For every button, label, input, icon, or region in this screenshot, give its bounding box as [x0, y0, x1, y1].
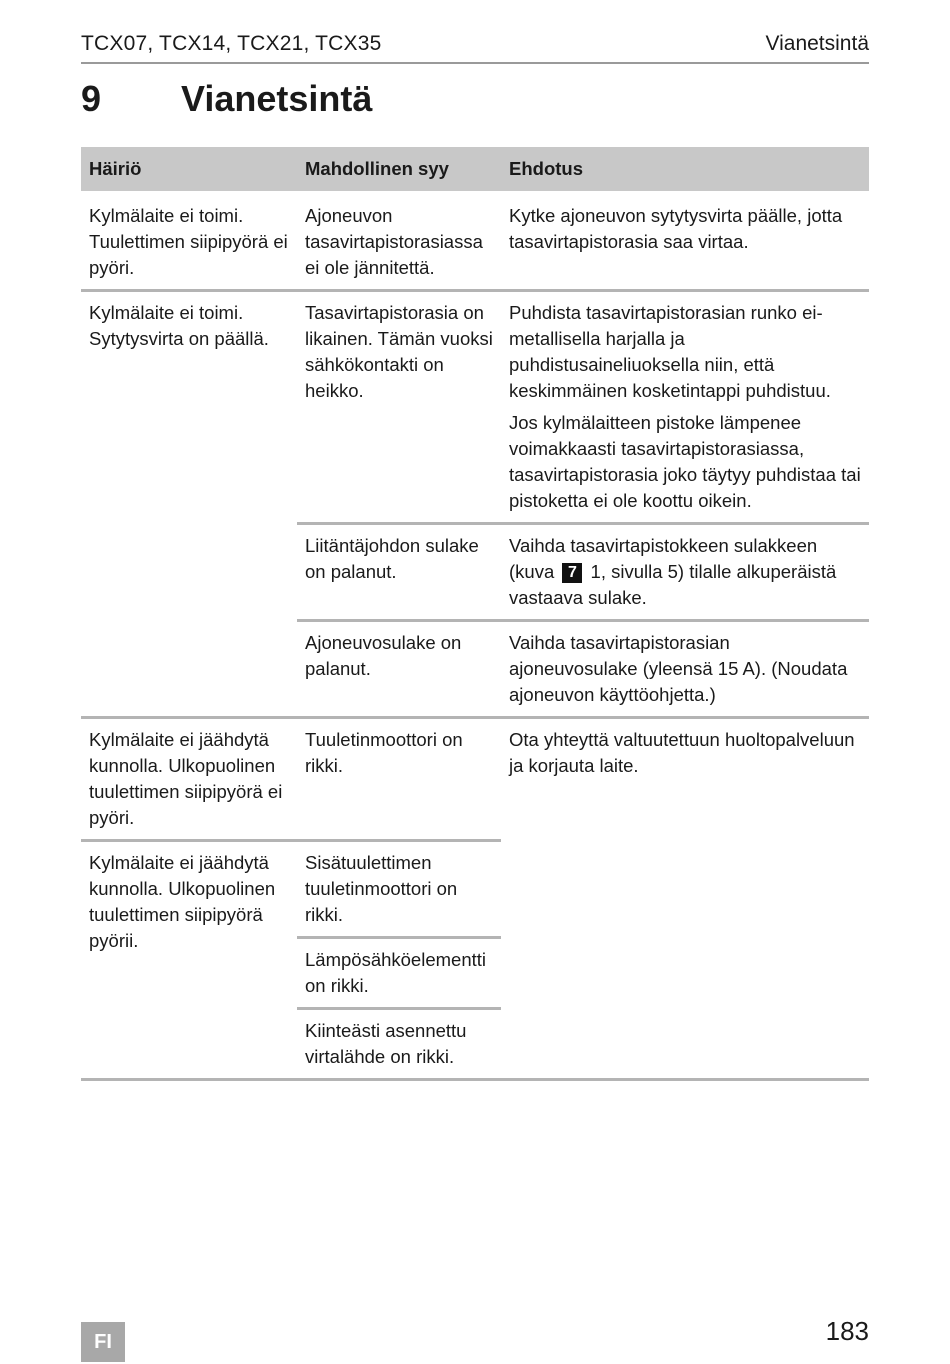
cause-cell — [297, 621, 501, 718]
fault-text: Kylmälaite ei toimi. Sytytysvirta on päällä. — [89, 302, 269, 349]
page-number: 183 — [825, 1316, 869, 1346]
fault-cell — [81, 291, 297, 718]
cause-cell — [297, 841, 501, 938]
remedy-text: Jos kylmälaitteen pistoke lämpenee voimakkaasti tasavirtapistorasiassa, tasavirtapistorasia joko täytyy puhdistaa tai pistoketta ei ole koottu oikein. — [509, 412, 861, 511]
remedy-cell — [501, 718, 869, 1080]
column-header-cause: Mahdollinen syy — [297, 147, 501, 191]
table-row — [81, 191, 869, 291]
chapter-title: Vianetsintä — [181, 78, 373, 119]
remedy-text — [509, 533, 861, 611]
cause-cell — [297, 524, 501, 621]
cause-text: Lämpösähköelementti on rikki. — [305, 949, 486, 996]
header-section: Vianetsintä — [765, 32, 869, 55]
cause-text: Liitäntäjohdon sulake on palanut. — [305, 535, 479, 582]
fault-text: Kylmälaite ei toimi. Tuulettimen siipipyörä ei pyöri. — [89, 205, 288, 278]
fault-cell — [81, 191, 297, 291]
cause-cell — [297, 191, 501, 291]
table-header-row — [81, 147, 869, 191]
cause-cell — [297, 291, 501, 524]
remedy-text: Puhdista tasavirtapistorasian runko ei-metallisella harjalla ja puhdistusaineliuoksella niin, että keskimmäinen kosketintappi puhdistuu. — [509, 302, 831, 401]
chapter-number: 9 — [81, 78, 102, 119]
language-tab: FI — [81, 1322, 125, 1362]
column-header-remedy: Ehdotus — [501, 147, 869, 191]
cause-cell — [297, 1009, 501, 1080]
cause-cell — [297, 938, 501, 1009]
troubleshooting-table — [81, 147, 869, 1081]
header-models: TCX07, TCX14, TCX21, TCX35 — [81, 32, 382, 55]
fault-text: Kylmälaite ei jäähdytä kunnolla. Ulkopuolinen tuulettimen siipipyörä ei pyöri. — [89, 729, 283, 828]
cause-cell — [297, 718, 501, 841]
remedy-text: Ota yhteyttä valtuutettuun huoltopalveluun ja korjauta laite. — [509, 729, 855, 776]
cause-text: Tasavirtapistorasia on likainen. Tämän vuoksi sähkökontakti on heikko. — [305, 302, 493, 401]
cause-text: Ajoneuvon tasavirtapistorasiassa ei ole jännitettä. — [305, 205, 483, 278]
figure-badge: 7 — [562, 563, 582, 583]
cause-text: Sisätuulettimen tuuletinmoottori on rikki. — [305, 852, 458, 925]
table-row — [81, 291, 869, 524]
cause-text: Kiinteästi asennettu virtalähde on rikki. — [305, 1020, 467, 1067]
cause-text: Ajoneuvosulake on palanut. — [305, 632, 462, 679]
column-header-fault: Häiriö — [81, 147, 297, 191]
remedy-cell — [501, 621, 869, 718]
remedy-text: Kytke ajoneuvon sytytysvirta päälle, jotta tasavirtapistorasia saa virtaa. — [509, 205, 843, 252]
remedy-text: Vaihda tasavirtapistorasian ajoneuvosulake (yleensä 15 A). (Noudata ajoneuvon käyttöohjetta.) — [509, 632, 848, 705]
cause-text: Tuuletinmoottori on rikki. — [305, 729, 463, 776]
running-header — [81, 30, 869, 64]
remedy-cell — [501, 191, 869, 291]
remedy-cell — [501, 524, 869, 621]
remedy-cell — [501, 291, 869, 524]
fault-cell — [81, 841, 297, 1080]
remedy-text-end: 1, sivulla 5) tilalle alkuperäistä vastaava sulake. — [509, 561, 837, 608]
fault-cell — [81, 718, 297, 841]
remedy-text-start: Vaihda tasavirtapistokkeen sulakkeen (kuva — [509, 535, 818, 582]
table-row — [81, 718, 869, 841]
fault-text: Kylmälaite ei jäähdytä kunnolla. Ulkopuolinen tuulettimen siipipyörä pyörii. — [89, 852, 276, 951]
